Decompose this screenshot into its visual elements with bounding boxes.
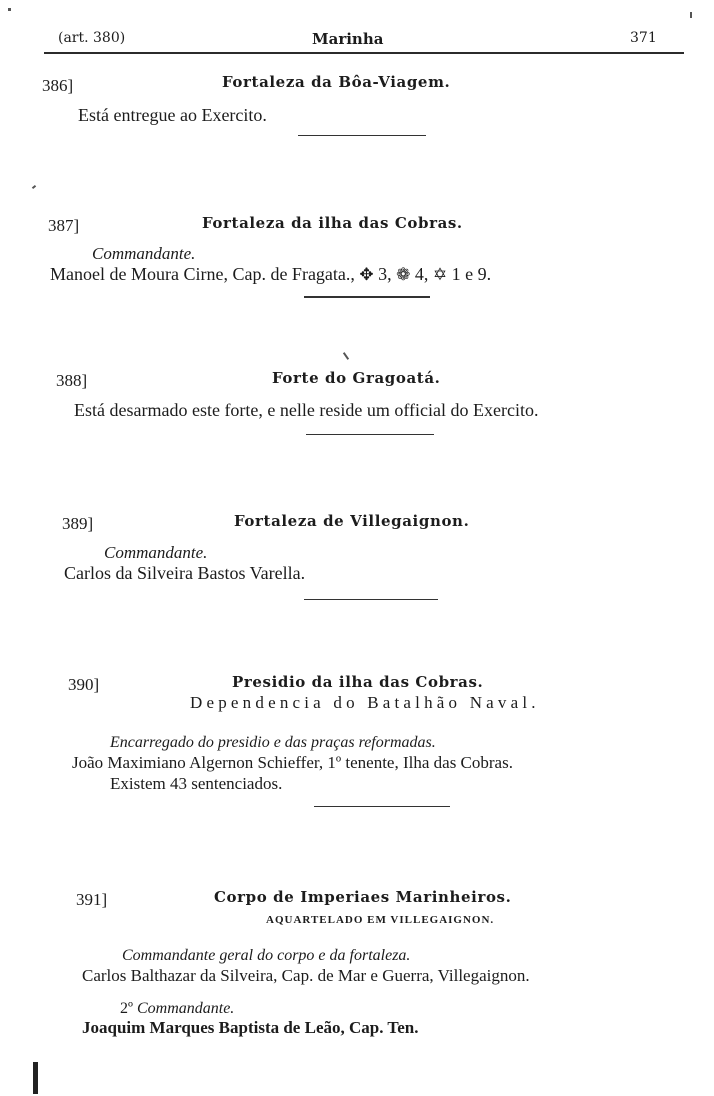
entry-title: Fortaleza de Villegaignon. (234, 512, 470, 530)
entry-role: Encarregado do presidio e das praças reformadas. (110, 734, 436, 751)
entry-text: Joaquim Marques Baptista de Leão, Cap. Ten. (82, 1018, 419, 1037)
entry-text: Está desarmado este forte, e nelle reside um official do Exercito. (74, 400, 539, 420)
entry-text: João Maximiano Algernon Schieffer, 1º tenente, Ilha das Cobras. (72, 753, 513, 772)
order-rose-icon: ❁ (396, 265, 411, 284)
entry-role: Commandante. (92, 244, 196, 263)
entry-role (120, 1000, 234, 1018)
entry-title: Fortaleza da Bôa-Viagem. (222, 73, 451, 91)
entry-number: 386] (42, 76, 74, 95)
entry-subtitle: Dependencia do Batalhão Naval. (190, 693, 540, 712)
order-cross-icon: ✥ (359, 265, 374, 284)
separator (304, 599, 438, 600)
separator (298, 135, 426, 136)
entry-text (50, 264, 491, 285)
role-label: Commandante. (136, 1000, 235, 1017)
order-star-icon: ✡ (432, 265, 448, 284)
running-header-title: Marinha (312, 30, 384, 48)
scan-speck (343, 352, 349, 360)
entry-number: 387] (48, 216, 80, 235)
commander-line-start: Manoel de Moura Cirne, Cap. de Fragata., (50, 264, 360, 284)
running-header-left: (art. 380) (58, 30, 126, 46)
entry-title: Corpo de Imperiaes Marinheiros. (214, 888, 512, 906)
entry-title: Presidio da ilha das Cobras. (232, 673, 484, 691)
separator (304, 296, 430, 298)
entry-number: 388] (56, 371, 88, 390)
commander-line-part: 3, (373, 264, 397, 284)
entry-subtitle: AQUARTELADO EM VILLEGAIGNON. (266, 914, 495, 926)
entry-number: 390] (68, 675, 100, 694)
scan-speck (8, 8, 11, 11)
page-number: 371 (630, 30, 657, 46)
entry-number: 389] (62, 514, 94, 533)
header-rule (44, 52, 684, 54)
entry-title: Forte do Gragoatá. (272, 369, 441, 387)
scan-speck (33, 1062, 38, 1094)
entry-text: Carlos da Silveira Bastos Varella. (64, 563, 306, 583)
scan-speck (690, 12, 692, 18)
entry-text: Carlos Balthazar da Silveira, Cap. de Mar e Guerra, Villegaignon. (82, 966, 530, 985)
entry-text: Está entregue ao Exercito. (78, 105, 267, 125)
entry-number: 391] (76, 890, 108, 909)
separator (314, 806, 450, 807)
entry-role: Commandante. (104, 543, 208, 562)
commander-line-part: 4, (410, 264, 433, 284)
commander-line-end: 1 e 9. (447, 264, 492, 284)
entry-title: Fortaleza da ilha das Cobras. (202, 214, 463, 232)
entry-role: Commandante geral do corpo e da fortaleza. (122, 947, 411, 964)
role-ordinal: 2º (120, 1000, 133, 1017)
separator (306, 434, 434, 435)
entry-text: Existem 43 sentenciados. (110, 774, 283, 793)
scan-speck (32, 185, 36, 189)
